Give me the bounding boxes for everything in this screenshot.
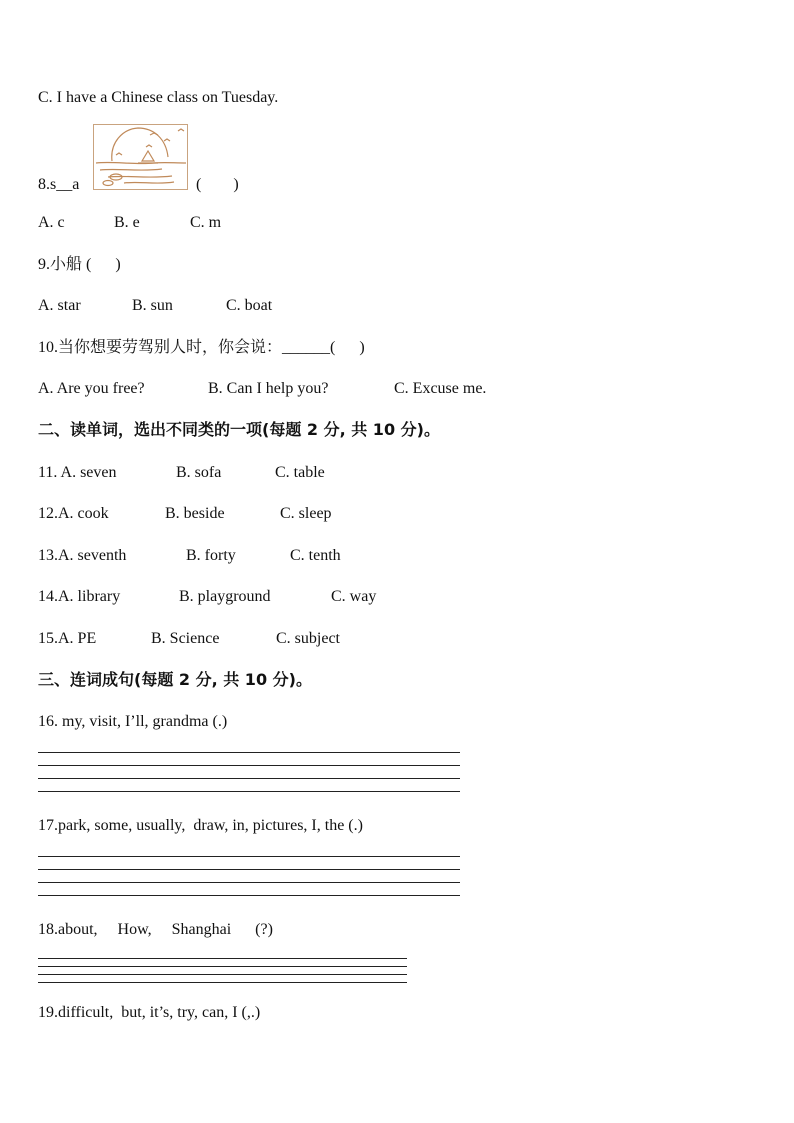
q17-answer-line-2[interactable]	[38, 869, 460, 870]
q18-answer-line-1[interactable]	[38, 958, 407, 959]
q11-option-c: C. table	[275, 464, 325, 481]
q17-answer-line-1[interactable]	[38, 856, 460, 857]
q18-prompt: 18.about, How, Shanghai (?)	[38, 921, 273, 938]
q10-stem: 10.当你想要劳驾别人时，你会说：______( )	[38, 339, 365, 356]
q15-option-a: 15.A. PE	[38, 630, 97, 647]
q7-option-c: C. I have a Chinese class on Tuesday.	[38, 89, 279, 106]
q17-answer-line-4[interactable]	[38, 895, 460, 896]
q9-option-c: C. boat	[226, 297, 273, 314]
q8-option-a: A. c	[38, 214, 65, 231]
q8-paren: ( )	[196, 176, 239, 193]
q13-option-c: C. tenth	[290, 547, 341, 564]
sea-sunset-picture	[93, 124, 188, 190]
q18-answer-line-2[interactable]	[38, 966, 407, 967]
q13-option-a: 13.A. seventh	[38, 547, 127, 564]
q8-stem: 8.s__a	[38, 176, 80, 193]
section2-heading: 二、读单词，选出不同类的一项(每题 2 分, 共 10 分)。	[38, 420, 440, 439]
q8-option-c: C. m	[190, 214, 222, 231]
q10-option-a: A. Are you free?	[38, 380, 145, 397]
q14-option-c: C. way	[331, 588, 377, 605]
q12-option-c: C. sleep	[280, 505, 332, 522]
q15-option-b: B. Science	[151, 630, 220, 647]
q16-answer-line-2[interactable]	[38, 765, 460, 766]
q12-option-b: B. beside	[165, 505, 225, 522]
sea-sunset-icon	[94, 125, 187, 189]
q9-option-b: B. sun	[132, 297, 173, 314]
q16-prompt: 16. my, visit, I’ll, grandma (.)	[38, 713, 228, 730]
q9-stem: 9.小船 ( )	[38, 256, 121, 273]
q8-option-b: B. e	[114, 214, 140, 231]
q13-option-b: B. forty	[186, 547, 236, 564]
q11-option-a: 11. A. seven	[38, 464, 117, 481]
q16-answer-line-3[interactable]	[38, 778, 460, 779]
q19-prompt: 19.difficult, but, it’s, try, can, I (,.)	[38, 1004, 261, 1021]
q9-option-a: A. star	[38, 297, 81, 314]
q18-answer-line-4[interactable]	[38, 982, 407, 983]
q14-option-b: B. playground	[179, 588, 271, 605]
q10-option-c: C. Excuse me.	[394, 380, 487, 397]
q16-answer-line-1[interactable]	[38, 752, 460, 753]
section3-heading: 三、连词成句(每题 2 分, 共 10 分)。	[38, 670, 312, 689]
q12-option-a: 12.A. cook	[38, 505, 109, 522]
q18-answer-line-3[interactable]	[38, 974, 407, 975]
q14-option-a: 14.A. library	[38, 588, 121, 605]
q16-answer-line-4[interactable]	[38, 791, 460, 792]
q10-option-b: B. Can I help you?	[208, 380, 329, 397]
q17-answer-line-3[interactable]	[38, 882, 460, 883]
q17-prompt: 17.park, some, usually, draw, in, pictures, I, the (.)	[38, 817, 363, 834]
q15-option-c: C. subject	[276, 630, 340, 647]
q11-option-b: B. sofa	[176, 464, 222, 481]
